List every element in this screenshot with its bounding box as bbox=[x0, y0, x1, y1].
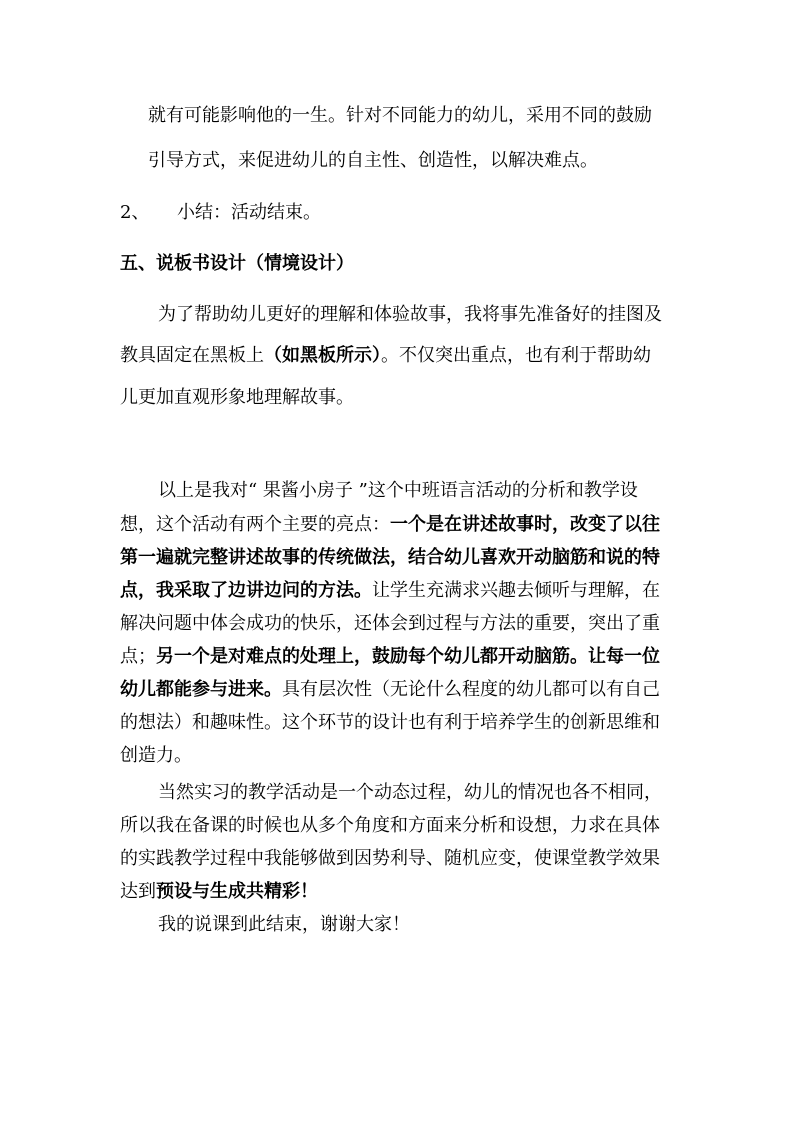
para1-line1: 就有可能影响他的一生。针对不同能力的幼儿，采用不同的鼓励 bbox=[148, 105, 652, 126]
para1-line2: 引导方式，来促进幼儿的自主性、创造性，以解决难点。 bbox=[148, 150, 598, 171]
section5-heading: 五、说板书设计（情境设计） bbox=[120, 253, 354, 274]
closing-line: 我的说课到此结束，谢谢大家！ bbox=[158, 914, 410, 935]
summary-line2: 想，这个活动有两个主要的亮点：一个是在讲述故事时，改变了以往 bbox=[120, 514, 660, 535]
summary-line5: 解决问题中体会成功的快乐，还体会到过程与方法的重要，突出了重 bbox=[120, 613, 660, 634]
conclusion-line4: 达到预设与生成共精彩！ bbox=[120, 881, 318, 902]
section5-line2: 教具固定在黑板上（如黑板所示）。不仅突出重点，也有利于帮助幼 bbox=[120, 345, 651, 366]
summary-line7: 幼儿都能参与进来。具有层次性（无论什么程度的幼儿都可以有自己 bbox=[120, 679, 660, 700]
summary-line1: 以上是我对“ 果酱小房子 ”这个中班语言活动的分析和教学设 bbox=[158, 480, 638, 501]
item2-number: 2、 bbox=[120, 202, 150, 223]
summary-line8: 的想法）和趣味性。这个环节的设计也有利于培养学生的创新思维和 bbox=[120, 712, 660, 733]
conclusion-line1: 当然实习的教学活动是一个动态过程，幼儿的情况也各不相同， bbox=[158, 782, 662, 803]
conclusion-line2: 所以我在备课的时候也从多个角度和方面来分析和设想，力求在具体 bbox=[120, 815, 660, 836]
summary-line6: 点；另一个是对难点的处理上，鼓励每个幼儿都开动脑筋。让每一位 bbox=[120, 646, 660, 667]
summary-line9: 创造力。 bbox=[120, 745, 192, 766]
summary-line3: 第一遍就完整讲述故事的传统做法，结合幼儿喜欢开动脑筋和说的特 bbox=[120, 547, 660, 568]
summary-line4: 点，我采取了边讲边问的方法。让学生充满求兴趣去倾听与理解，在 bbox=[120, 580, 660, 601]
item2-text: 小结：活动结束。 bbox=[177, 202, 321, 223]
section5-line3: 儿更加直观形象地理解故事。 bbox=[120, 387, 354, 408]
section5-line1: 为了帮助幼儿更好的理解和体验故事，我将事先准备好的挂图及 bbox=[158, 304, 662, 325]
conclusion-line3: 的实践教学过程中我能够做到因势利导、随机应变，使课堂教学效果 bbox=[120, 848, 660, 869]
